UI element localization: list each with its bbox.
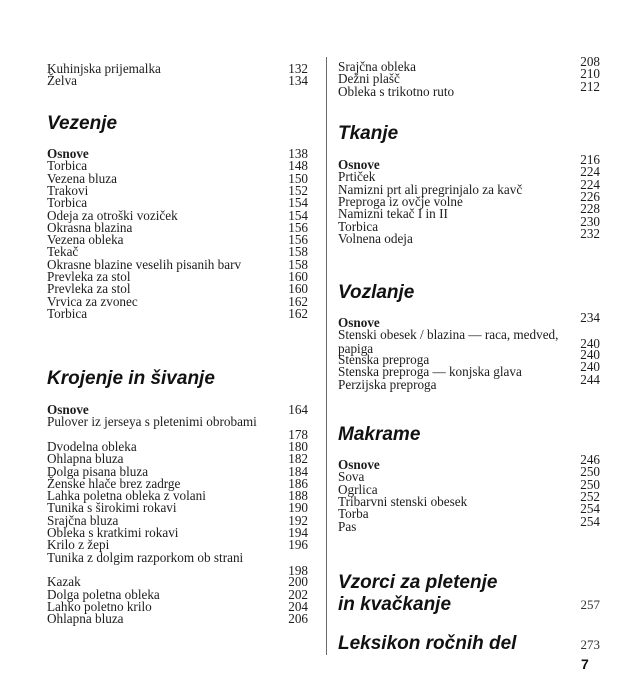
toc-entry-title: Osnove	[338, 315, 380, 330]
toc-entry-title: Tunika s širokimi rokavi	[47, 500, 177, 516]
toc-entry-title: Odeja za otroški voziček	[47, 207, 178, 223]
toc-entry-title: Tunika z dolgim razporkom ob strani	[47, 549, 244, 565]
toc-entry-title: Osnove	[338, 157, 380, 172]
toc-page-number: 148	[288, 158, 308, 174]
toc-page-number: 158	[288, 256, 308, 272]
toc-entry-title: Dolga pisana bluza	[47, 463, 149, 479]
toc-entry-title: Ohlapna bluza	[47, 451, 124, 467]
toc-page-number: 240	[580, 336, 600, 352]
toc-page-number: 200	[288, 574, 308, 590]
toc-entry	[47, 612, 308, 625]
toc-entry-title: Lahko poletno krilo	[47, 598, 152, 614]
toc-page-number: 254	[580, 501, 600, 517]
toc-page-number: 158	[288, 244, 308, 260]
toc-page-number: 138	[288, 146, 308, 161]
toc-page-number: 192	[288, 512, 308, 528]
column-divider	[326, 57, 327, 655]
toc-page-number: 180	[288, 438, 308, 454]
toc-page-number: 254	[580, 513, 600, 529]
toc-page-number: 224	[580, 176, 600, 192]
toc-page-number: 202	[288, 586, 308, 602]
toc-page-number: 154	[288, 195, 308, 211]
toc-entry-title: Torbica	[338, 218, 379, 234]
toc-entry-title: Osnove	[47, 146, 89, 161]
toc-entry-title: Stenska preproga — konjska glava	[338, 364, 522, 380]
toc-page-number: 226	[580, 188, 600, 204]
toc-page-number: 206	[288, 611, 308, 627]
toc-entry-title: Stenski obesek / blazina — raca, medved, papiga	[338, 327, 559, 356]
toc-entry-title: Obleka s trikotno ruto	[338, 83, 455, 99]
toc-entry-title: Želva	[47, 73, 78, 89]
toc-entry	[47, 74, 308, 87]
toc-entry	[47, 415, 308, 441]
toc-entry-title: Trakovi	[47, 182, 89, 198]
toc-entry-title: Obleka s kratkimi rokavi	[47, 525, 179, 540]
toc-page-number: 212	[580, 78, 600, 94]
toc-page-number: 152	[288, 182, 308, 198]
toc-page-number: 150	[288, 170, 308, 186]
toc-page-number: 232	[580, 225, 600, 241]
section-heading-vezenje: Vezenje	[47, 113, 118, 134]
toc-page-number: 178	[288, 427, 308, 443]
toc-page-number: 194	[288, 525, 308, 540]
toc-entry-title: Okrasne blazine veselih pisanih barv	[47, 256, 242, 272]
toc-page-number: 250	[580, 464, 600, 480]
toc-page-number: 273	[580, 637, 600, 652]
toc-page-number: 198	[288, 562, 308, 578]
toc-entry-title: Vrvica za zvonec	[47, 293, 138, 309]
toc-page-number: 240	[580, 359, 600, 375]
toc-entry-title: Namizni prt ali pregrinjalo za kavč	[338, 181, 523, 197]
toc-entry-title: Torbica	[47, 195, 88, 211]
toc-page-number: 162	[288, 293, 308, 309]
section-heading-vzorci	[338, 572, 497, 616]
toc-entry-title: Ženske hlače brez zadrge	[47, 475, 181, 491]
toc-entry-title: Lahka poletna obleka z volani	[47, 488, 206, 504]
toc-entry	[47, 233, 308, 246]
toc-entry-title: Vezena bluza	[47, 170, 117, 186]
section-heading-vozlanje: Vozlanje	[338, 282, 415, 303]
toc-entry-title: Pas	[338, 518, 357, 534]
heading-line-1: Vzorci za pletenje	[338, 572, 498, 593]
toc-entry-title: Tekač	[47, 244, 79, 260]
toc-page-number: 182	[288, 451, 308, 467]
toc-entry-title: Tribarvni stenski obesek	[338, 493, 468, 509]
toc-entry-title: Ogrlica	[338, 481, 378, 497]
toc-page-number: 252	[580, 488, 600, 504]
toc-entry-title: Pulover iz jerseya s pletenimi obrobami	[47, 414, 257, 430]
toc-entry-title: Dolga poletna obleka	[47, 586, 160, 602]
toc-entry-title: Osnove	[47, 402, 89, 417]
toc-entry-title: Ohlapna bluza	[47, 611, 124, 627]
toc-page-number: 160	[288, 281, 308, 297]
toc-page-number: 228	[580, 201, 600, 217]
toc-page-number: 184	[288, 463, 308, 479]
section-heading-tkanje: Tkanje	[338, 123, 399, 144]
toc-entry-title: Osnove	[338, 457, 380, 472]
toc-entry-title: Kuhinjska prijemalka	[47, 61, 161, 76]
toc-entry-title: Dvodelna obleka	[47, 438, 137, 454]
toc-entry	[47, 551, 308, 577]
toc-page-number: 204	[288, 598, 308, 614]
toc-page-number: 210	[580, 66, 600, 82]
toc-page-number: 257	[580, 597, 600, 612]
toc-page-number: 156	[288, 219, 308, 235]
toc-entry-title: Torbica	[47, 305, 88, 321]
toc-page-number: 164	[288, 402, 308, 417]
toc-page-number: 196	[288, 537, 308, 553]
toc-entry-title: Prevleka za stol	[47, 269, 131, 284]
toc-entry	[338, 328, 600, 354]
toc-page-number: 154	[288, 207, 308, 223]
toc-entry	[47, 62, 308, 75]
toc-entry-title: Namizni tekač I in II	[338, 206, 448, 222]
section-heading-leksikon: Leksikon ročnih del	[338, 633, 517, 654]
toc-entry-title: Dežni plašč	[338, 71, 400, 87]
toc-entry	[47, 307, 308, 320]
toc-entry-title: Stenska preproga	[338, 351, 430, 367]
section-heading-makrame: Makrame	[338, 424, 421, 445]
section-heading-krojenje: Krojenje in šivanje	[47, 368, 215, 389]
toc-entry-title: Torbica	[47, 158, 88, 174]
toc-page-number: 156	[288, 232, 308, 248]
toc-entry-title: Srajčna obleka	[338, 59, 416, 74]
toc-entry-title: Krilo z žepi	[47, 537, 110, 553]
page-number: 7	[581, 656, 589, 672]
toc-entry-title: Sova	[338, 469, 365, 485]
toc-page-number: 216	[580, 152, 600, 167]
toc-entry-title: Prtiček	[338, 169, 376, 185]
toc-page-number: 186	[288, 475, 308, 491]
toc-entry-title: Volnena odeja	[338, 230, 413, 246]
toc-page-number: 160	[288, 269, 308, 284]
toc-entry-title: Srajčna bluza	[47, 512, 119, 528]
toc-page-number: 230	[580, 213, 600, 229]
toc-entry-title: Torba	[338, 506, 369, 522]
toc-page-number: 224	[580, 164, 600, 180]
toc-page-number: 190	[288, 500, 308, 516]
toc-entry-title: Vezena obleka	[47, 232, 124, 248]
toc-page-number: 208	[580, 54, 600, 69]
toc-page-number: 162	[288, 305, 308, 321]
heading-line-2: in kvačkanje	[338, 594, 452, 615]
toc-entry-title: Preproga iz ovčje volne	[338, 193, 463, 209]
toc-page-number: 188	[288, 488, 308, 504]
toc-entry-title: Perzijska preproga	[338, 376, 437, 392]
toc-page-number: 244	[580, 371, 600, 387]
toc-page-number: 246	[580, 452, 600, 467]
toc-page-number: 240	[580, 346, 600, 362]
toc-entry-title: Prevleka za stol	[47, 281, 131, 297]
toc-page-number: 234	[580, 310, 600, 325]
toc-page-number: 134	[288, 73, 308, 89]
toc-page-number: 250	[580, 476, 600, 492]
toc-page-number: 132	[288, 61, 308, 76]
toc-entry-title: Kazak	[47, 574, 81, 590]
toc-entry-title: Okrasna blazina	[47, 219, 133, 235]
